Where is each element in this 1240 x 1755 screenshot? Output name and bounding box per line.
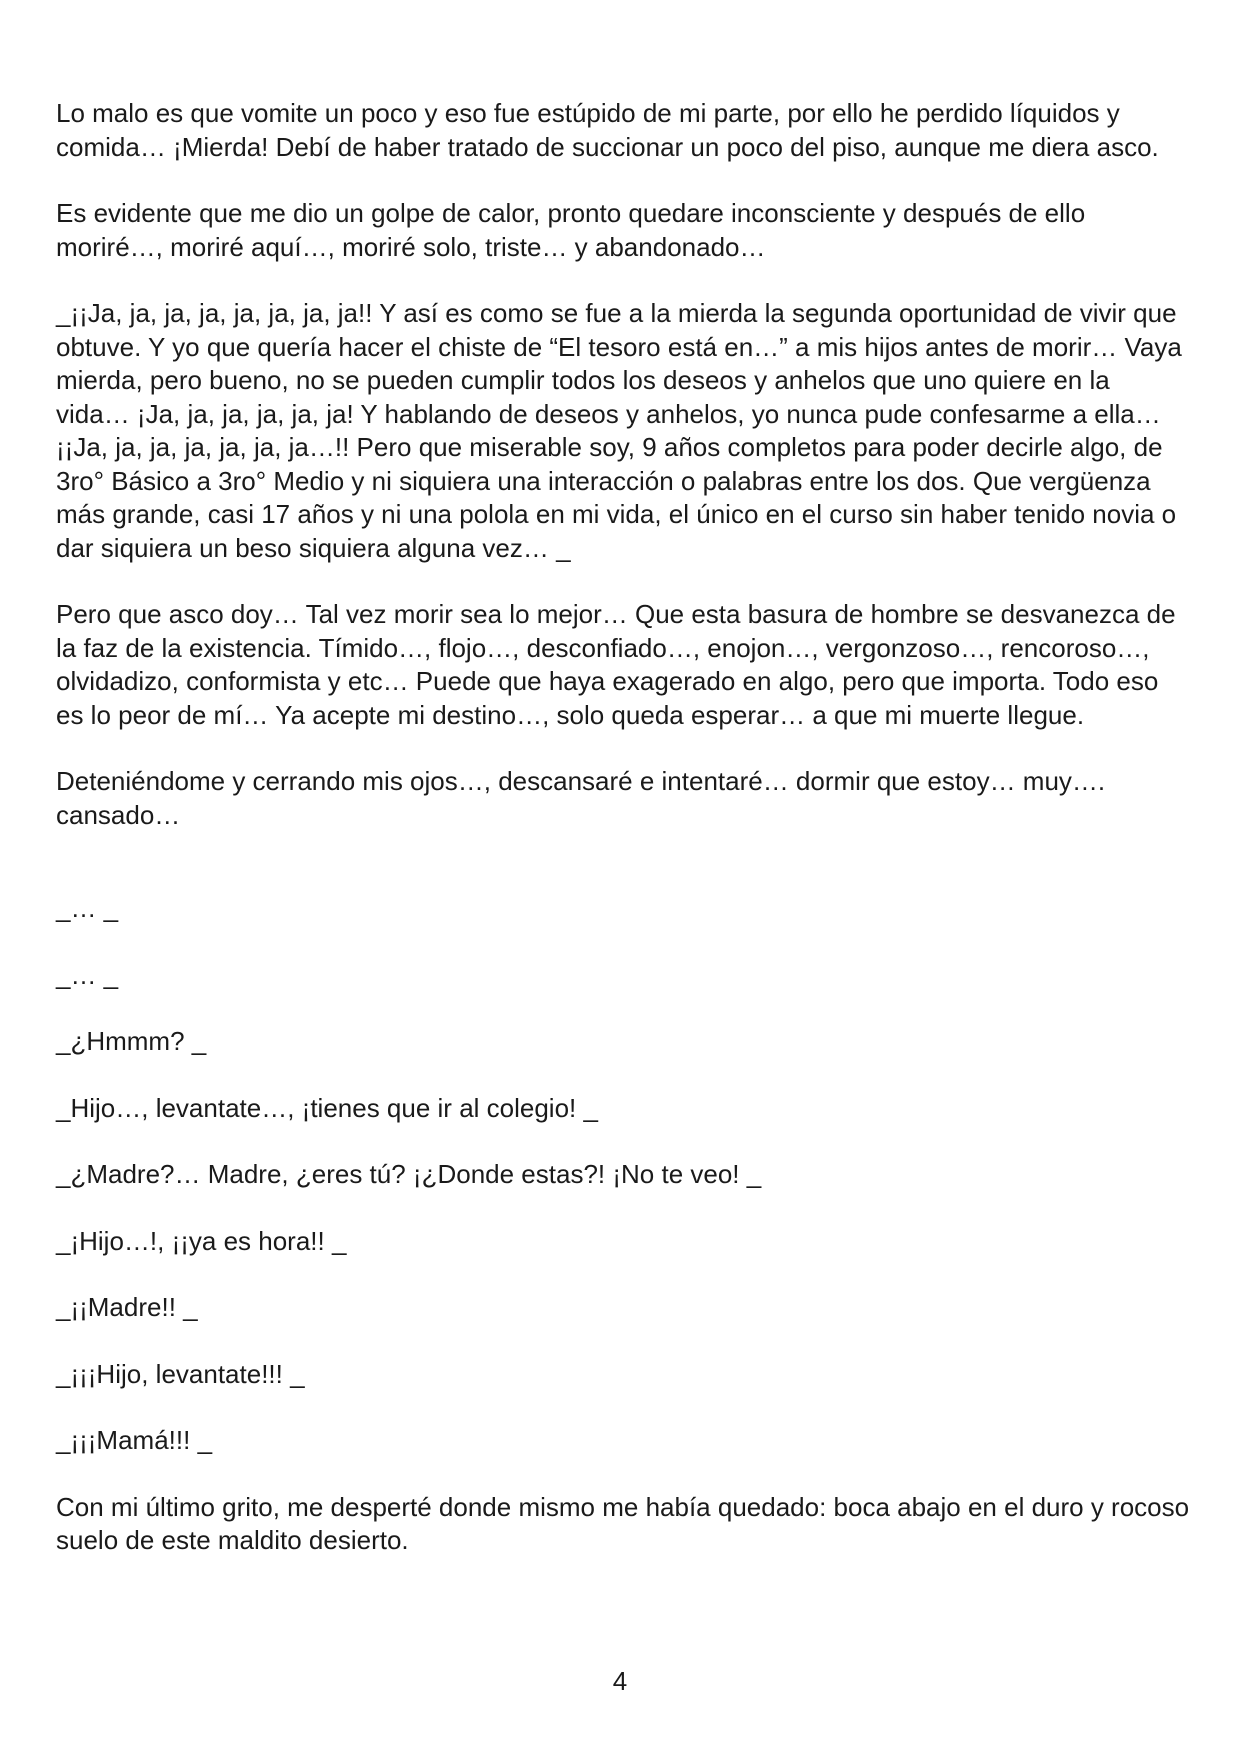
paragraph-1: Lo malo es que vomite un poco y eso fue estúpido de mi parte, por ello he perdido líquidos y comida… ¡Mierda! Debí de haber tratado de succionar un poco del piso, aunque me diera asco. bbox=[56, 98, 1159, 162]
dialogue-line: _¿Madre?… Madre, ¿eres tú? ¡¿Donde estas?! ¡No te veo! _ bbox=[56, 1159, 762, 1189]
closing-paragraph: Con mi último grito, me desperté donde mismo me había quedado: boca abajo en el duro y rocoso suelo de este maldito desierto. bbox=[56, 1491, 1190, 1555]
dialogue-line: _¡¡¡Mamá!!! _ bbox=[56, 1425, 213, 1455]
dialogue-line: _¡Hijo…!, ¡¡ya es hora!! _ bbox=[56, 1225, 347, 1256]
paragraph-2: Es evidente que me dio un golpe de calor, pronto quedare inconsciente y después de ello moriré…, moriré aquí…, moriré solo, triste… y abandonado… bbox=[56, 198, 1086, 262]
dialogue-line: _… _ bbox=[56, 959, 119, 990]
dialogue-line: _¡¡¡Hijo, levantate!!! _ bbox=[56, 1358, 305, 1389]
dialogue-line: _… _ bbox=[56, 893, 119, 923]
dialogue-line: _¡¡Madre!! _ bbox=[56, 1292, 198, 1322]
dialogue-line: _Hijo…, levantate…, ¡tienes que ir al colegio! _ bbox=[56, 1092, 598, 1123]
paragraph-3: _¡¡Ja, ja, ja, ja, ja, ja, ja, ja!! Y así es como se fue a la mierda la segunda oportunidad de vivir que obtuve. Y yo que quería hacer el chiste de “El tesoro está en…” a mis hijos antes de morir… Vaya mierda, pero bueno, no se pueden cumplir todos los deseos y anhelos que uno quiere en la vida… ¡Ja, ja, ja, ja, ja, ja! Y hablando de deseos y anhelos, yo nunca pude confesarme a ella… ¡¡Ja, ja, ja, ja, ja, ja, ja…!! Pero que miserable soy, 9 años completos para poder decirle algo, de 3ro° Básico a 3ro° Medio y ni siquiera una interacción o palabras entre los dos. Que vergüenza más grande, casi 17 años y ni una polola en mi vida, el único en el curso sin haber tenido novia o dar siquiera un beso siquiera alguna vez… _ bbox=[56, 298, 1182, 563]
page-body bbox=[56, 97, 1190, 1591]
paragraph-5: Deteniéndome y cerrando mis ojos…, descansaré e intentaré… dormir que estoy… muy…. cansado… bbox=[56, 766, 1106, 830]
paragraph-4: Pero que asco doy… Tal vez morir sea lo mejor… Que esta basura de hombre se desvanezca de la faz de la existencia. Tímido…, flojo…, desconfiado…, enojon…, vergonzoso…, rencoroso…, olvidadizo, conformista y etc… Puede que haya exagerado en algo, pero que importa. Todo eso es lo peor de mí… Ya acepte mi destino…, solo queda esperar… a que mi muerte llegue. bbox=[56, 599, 1176, 730]
dialogue-line: _¿Hmmm? _ bbox=[56, 1026, 207, 1056]
page-number: 4 bbox=[612, 1666, 628, 1696]
